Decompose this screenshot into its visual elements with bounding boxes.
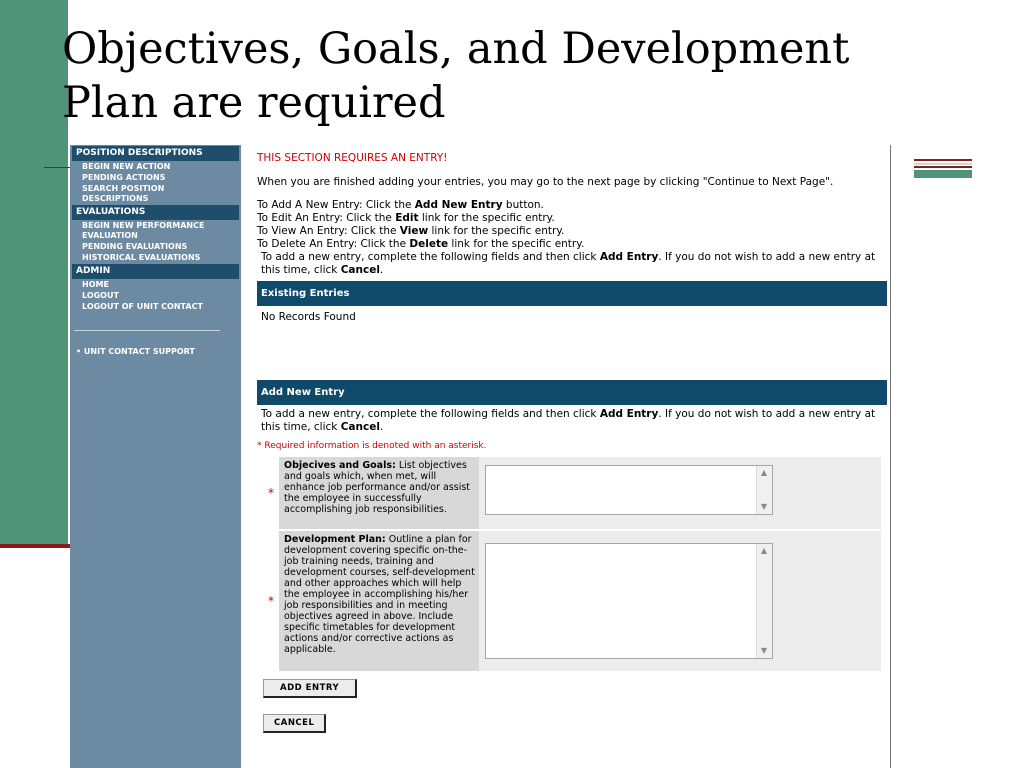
- cancel-button[interactable]: CANCEL: [263, 714, 326, 733]
- instruction-edit: To Edit An Entry: Click the Edit link for the specific entry.: [257, 212, 555, 224]
- existing-entries-header: Existing Entries: [257, 281, 887, 306]
- objectives-goals-textarea[interactable]: [485, 465, 773, 515]
- sidebar-item-home[interactable]: HOME: [82, 280, 109, 289]
- sidebar-nav: [70, 145, 241, 768]
- add-instruction-bottom: To add a new entry, complete the following fields and then click Add Entry. If you do not wish to add a new entry at this time, click Cancel.: [261, 408, 876, 433]
- required-asterisk-icon: *: [263, 531, 279, 671]
- new-entry-form: [263, 457, 881, 671]
- right-accent-line-light: [914, 163, 972, 165]
- sidebar-item-begin-new-action[interactable]: BEGIN NEW ACTION: [82, 162, 171, 171]
- sidebar-item-begin-new-performance-evaluation[interactable]: BEGIN NEW PERFORMANCE EVALUATION: [82, 221, 205, 240]
- objectives-label-description: List objectives and goals which, when met, will enhance job performance and/or assist the employee in successfully accomplishing job responsibilities.: [284, 460, 471, 515]
- right-accent-line-mid: [914, 166, 972, 168]
- instruction-view: To View An Entry: Click the View link for the specific entry.: [257, 225, 565, 237]
- form-row-objectives: [263, 457, 881, 529]
- entry-instructions: [257, 199, 887, 251]
- objectives-input-cell: [479, 457, 881, 529]
- development-plan-input-cell: [479, 531, 881, 671]
- development-plan-scrollbar[interactable]: [756, 544, 772, 658]
- finish-instructions: When you are finished adding your entries, you may go to the next page by clicking "Continue to Next Page".: [257, 176, 834, 188]
- objectives-label: [279, 457, 479, 529]
- required-asterisk-icon: *: [263, 457, 279, 529]
- sidebar-item-historical-evaluations[interactable]: HISTORICAL EVALUATIONS: [82, 253, 201, 262]
- required-warning: THIS SECTION REQUIRES AN ENTRY!: [257, 152, 448, 164]
- bullet-icon: •: [76, 347, 82, 356]
- objectives-label-title: Objecives and Goals:: [284, 460, 396, 471]
- development-plan-textarea[interactable]: [485, 543, 773, 659]
- instruction-add: To Add A New Entry: Click the Add New Entry button.: [257, 199, 544, 211]
- left-accent-line: [0, 544, 70, 548]
- left-accent-band: [0, 0, 68, 548]
- sidebar-item-search-position-descriptions[interactable]: SEARCH POSITION DESCRIPTIONS: [82, 184, 165, 203]
- objectives-scrollbar[interactable]: [756, 466, 772, 514]
- scroll-down-icon[interactable]: ▼: [760, 502, 768, 511]
- sidebar-item-pending-actions[interactable]: PENDING ACTIONS: [82, 173, 166, 182]
- sidebar-item-logout-of-unit-contact[interactable]: LOGOUT OF UNIT CONTACT: [82, 302, 203, 311]
- required-note: * Required information is denoted with an asterisk.: [257, 441, 487, 451]
- development-plan-label: [279, 531, 479, 671]
- scroll-up-icon[interactable]: ▲: [760, 546, 768, 555]
- right-accent-line-top: [914, 159, 972, 161]
- slide-title-line1: Objectives, Goals, and Development: [62, 24, 850, 74]
- development-plan-value: [488, 546, 756, 656]
- development-plan-label-description: Outline a plan for development covering specific on-the-job training needs, training and development courses, self-development and other approaches which will help the employee in accomplishing his/her job responsibilities and in meeting objectives agreed in above. Include specific timetables for development actions and/or corrective actions as applicable.: [284, 534, 475, 655]
- form-row-development-plan: [263, 531, 881, 671]
- sidebar-heading-evaluations[interactable]: EVALUATIONS: [72, 205, 239, 220]
- add-instruction-top: To add a new entry, complete the following fields and then click Add Entry. If you do not wish to add a new entry at this time, click Cancel.: [261, 251, 876, 276]
- support-link-label: UNIT CONTACT SUPPORT: [83, 347, 195, 356]
- scroll-up-icon[interactable]: ▲: [760, 468, 768, 477]
- right-accent-bar: [914, 170, 972, 178]
- content-right-border: [890, 145, 891, 768]
- slide-title-line2: Plan are required: [62, 78, 446, 128]
- no-records-text: No Records Found: [261, 311, 356, 323]
- add-entry-button[interactable]: ADD ENTRY: [263, 679, 357, 698]
- sidebar-heading-admin[interactable]: ADMIN: [72, 264, 239, 279]
- add-entry-button-row: [257, 679, 887, 698]
- sidebar-item-logout[interactable]: LOGOUT: [82, 291, 119, 300]
- sidebar-item-pending-evaluations[interactable]: PENDING EVALUATIONS: [82, 242, 188, 251]
- sidebar-support-link[interactable]: [70, 331, 241, 357]
- scroll-down-icon[interactable]: ▼: [760, 646, 768, 655]
- left-thin-line: [44, 167, 70, 168]
- add-new-entry-header: Add New Entry: [257, 380, 887, 405]
- cancel-button-row: [257, 714, 887, 733]
- main-content: [257, 152, 887, 733]
- objectives-goals-value: [488, 468, 756, 512]
- sidebar-heading-position-descriptions[interactable]: POSITION DESCRIPTIONS: [72, 146, 239, 161]
- instruction-delete: To Delete An Entry: Click the Delete link for the specific entry.: [257, 238, 585, 250]
- slide-title: [62, 22, 922, 130]
- development-plan-label-title: Development Plan:: [284, 534, 386, 545]
